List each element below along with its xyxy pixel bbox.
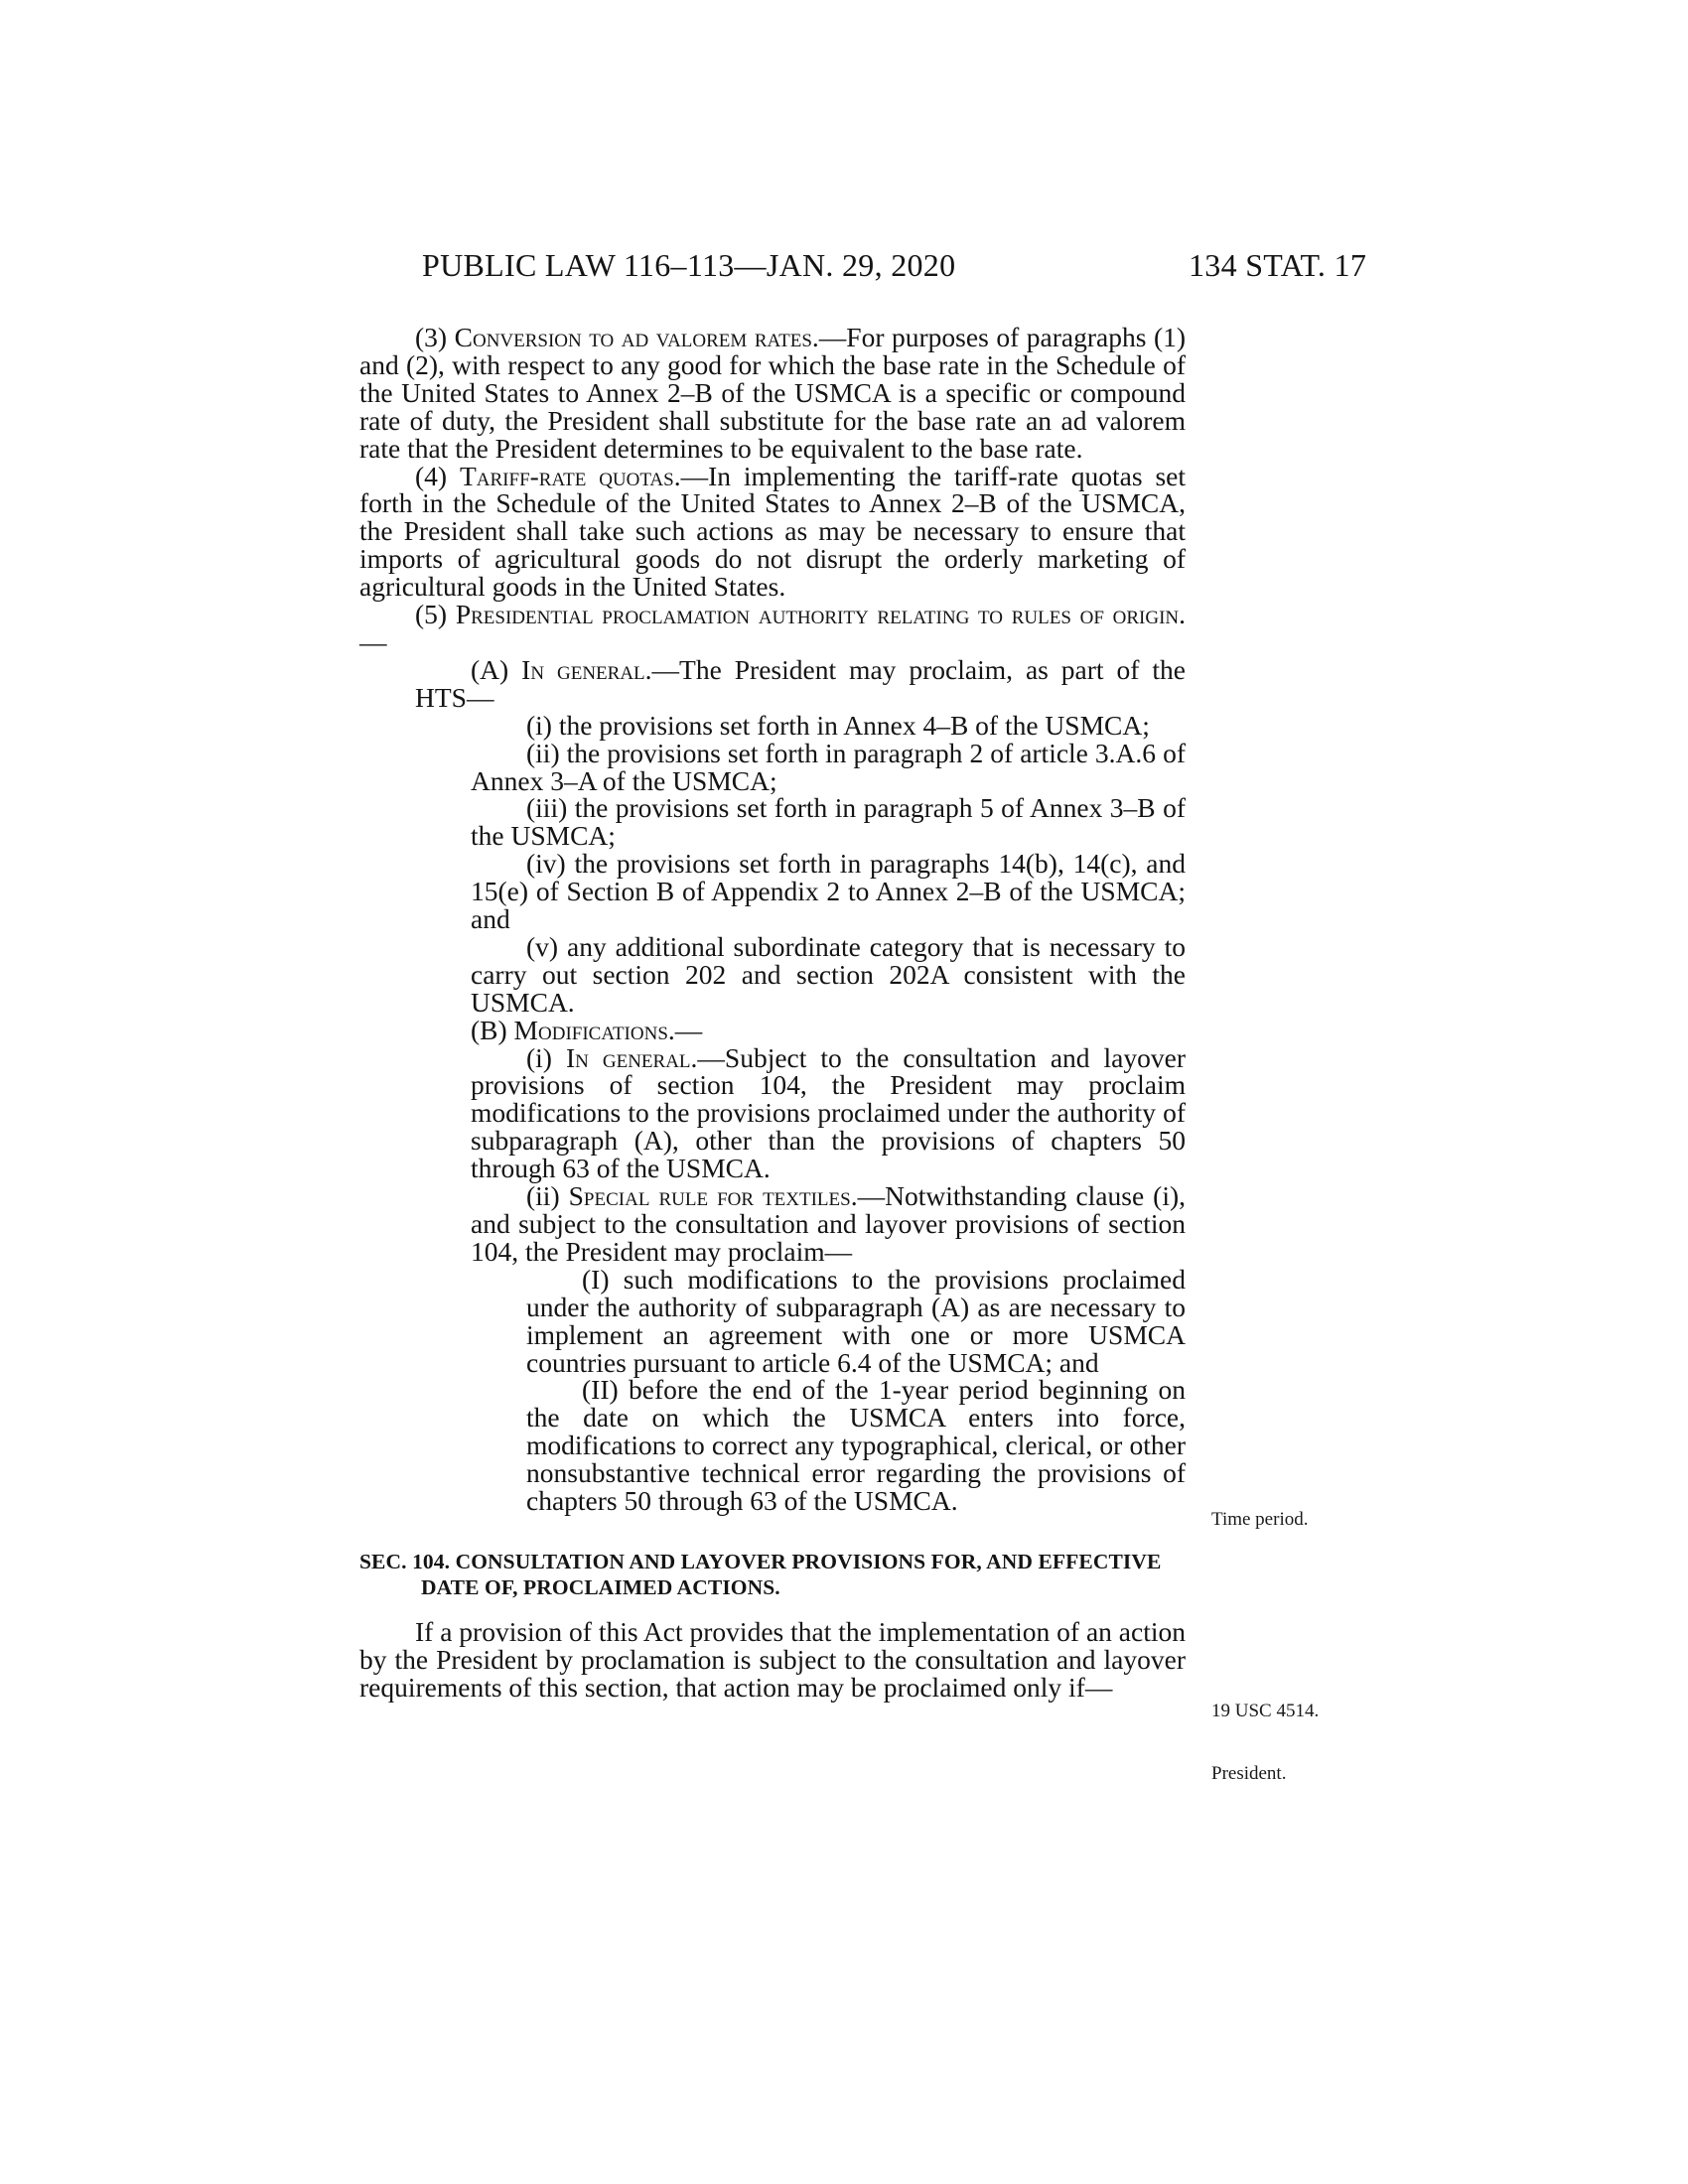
paragraph-heading: Tariff-rate quotas. xyxy=(459,460,681,491)
subparagraph-5A xyxy=(359,653,1186,713)
margin-note-usc-citation: 19 USC 4514. xyxy=(1211,1701,1320,1721)
paragraph-text: — xyxy=(359,625,387,657)
subclause-5B-ii-I: (I) such modifications to the provisions proclaimed under the authority of subparagraph (A) as are necessary to implement an agreement with one or more USMCA countries pursuant to article 6.4 of the USMCA; and xyxy=(526,1263,1186,1378)
paragraph-number: (4) xyxy=(415,460,448,491)
paragraph-number: (5) xyxy=(415,599,448,630)
statute-page-number: 134 STAT. 17 xyxy=(1189,247,1367,283)
margin-note-time-period: Time period. xyxy=(1211,1509,1309,1530)
paragraph-text: —For purposes of paragraphs (1) and (2), with respect to any good for which the base rate in the Schedule of the United States to Annex 2–B of the USMCA is a specific or compound rate of duty, the President shall substitute for the base rate an ad valorem rate that the President determines to be equivalent to the base rate. xyxy=(359,322,1187,464)
clause-5A-i: (i) the provisions set forth in Annex 4–B of the USMCA; xyxy=(526,709,1150,741)
subparagraph-heading: Modifications. xyxy=(513,1014,675,1045)
paragraph-5 xyxy=(359,601,1186,656)
subclause-5B-ii-II: (II) before the end of the 1-year period beginning on the date on which the USMCA enters into force, modifications to correct any typographical, clerical, or other nonsubstantive technical error regarding the provisions of chapters 50 through 63 of the USMCA. xyxy=(526,1374,1186,1517)
clause-heading: In general. xyxy=(565,1041,698,1073)
clause-5B-i xyxy=(359,1041,1186,1184)
clause-5A-v: (v) any additional subordinate category that is necessary to carry out section 202 and section 202A consistent with the USMCA. xyxy=(471,930,1186,1018)
clause-heading: Special rule for textiles. xyxy=(568,1180,858,1212)
body-text xyxy=(359,324,1186,1702)
clause-5B-ii xyxy=(359,1182,1186,1266)
section-text: If a provision of this Act provides that the implementation of an action by the President by proclamation is subject to the consultation and layover requirements of this section, that action may be proclaimed only if— xyxy=(359,1615,1186,1703)
subparagraph-number: (B) xyxy=(471,1014,507,1045)
subparagraph-text: —The President may proclaim, as part of the HTS— xyxy=(415,653,1186,713)
clause-text: —Notwithstanding clause (i), and subject to the consultation and layover provisions of section 104, the President may proclaim— xyxy=(471,1180,1187,1267)
paragraph-3 xyxy=(359,324,1186,463)
clause-5A-iii: (iii) the provisions set forth in paragraph 5 of Annex 3–B of the USMCA; xyxy=(471,792,1186,852)
clause-5A-iv: (iv) the provisions set forth in paragraphs 14(b), 14(c), and 15(e) of Section B of Appendix 2 to Annex 2–B of the USMCA; and xyxy=(471,848,1186,935)
running-head-title: PUBLIC LAW 116–113—JAN. 29, 2020 xyxy=(422,247,956,283)
paragraph-4 xyxy=(359,460,1187,603)
clause-number: (ii) xyxy=(526,1180,560,1212)
subparagraph-number: (A) xyxy=(471,653,509,685)
subparagraph-5B xyxy=(359,1014,1186,1045)
subparagraph-text: — xyxy=(674,1014,703,1045)
section-heading: SEC. 104. CONSULTATION AND LAYOVER PROVISIONS FOR, AND EFFECTIVE DATE OF, PROCLAIMED ACTIONS. xyxy=(359,1549,1162,1599)
paragraph-heading: Presidential proclamation authority relating to rules of origin. xyxy=(455,599,1186,630)
paragraph-text: —In implementing the tariff-rate quotas set forth in the Schedule of the United States to Annex 2–B of the USMCA, the President shall take such actions as may be necessary to ensure that imports of agricultural goods do not disrupt the orderly marketing of agricultural goods in the United States. xyxy=(359,460,1187,603)
paragraph-heading: Conversion to ad valorem rates. xyxy=(454,322,819,352)
clause-number: (i) xyxy=(526,1041,552,1073)
margin-note-president: President. xyxy=(1211,1763,1287,1784)
paragraph-number: (3) xyxy=(415,322,448,352)
clause-5A-ii: (ii) the provisions set forth in paragraph 2 of article 3.A.6 of Annex 3–A of the USMCA; xyxy=(471,737,1186,796)
subparagraph-heading: In general. xyxy=(521,653,652,685)
clause-text: —Subject to the consultation and layover provisions of section 104, the President may proclaim modifications to the provisions proclaimed under the authority of subparagraph (A), other than the provisions of chapters 50 through 63 of the USMCA. xyxy=(471,1041,1186,1184)
